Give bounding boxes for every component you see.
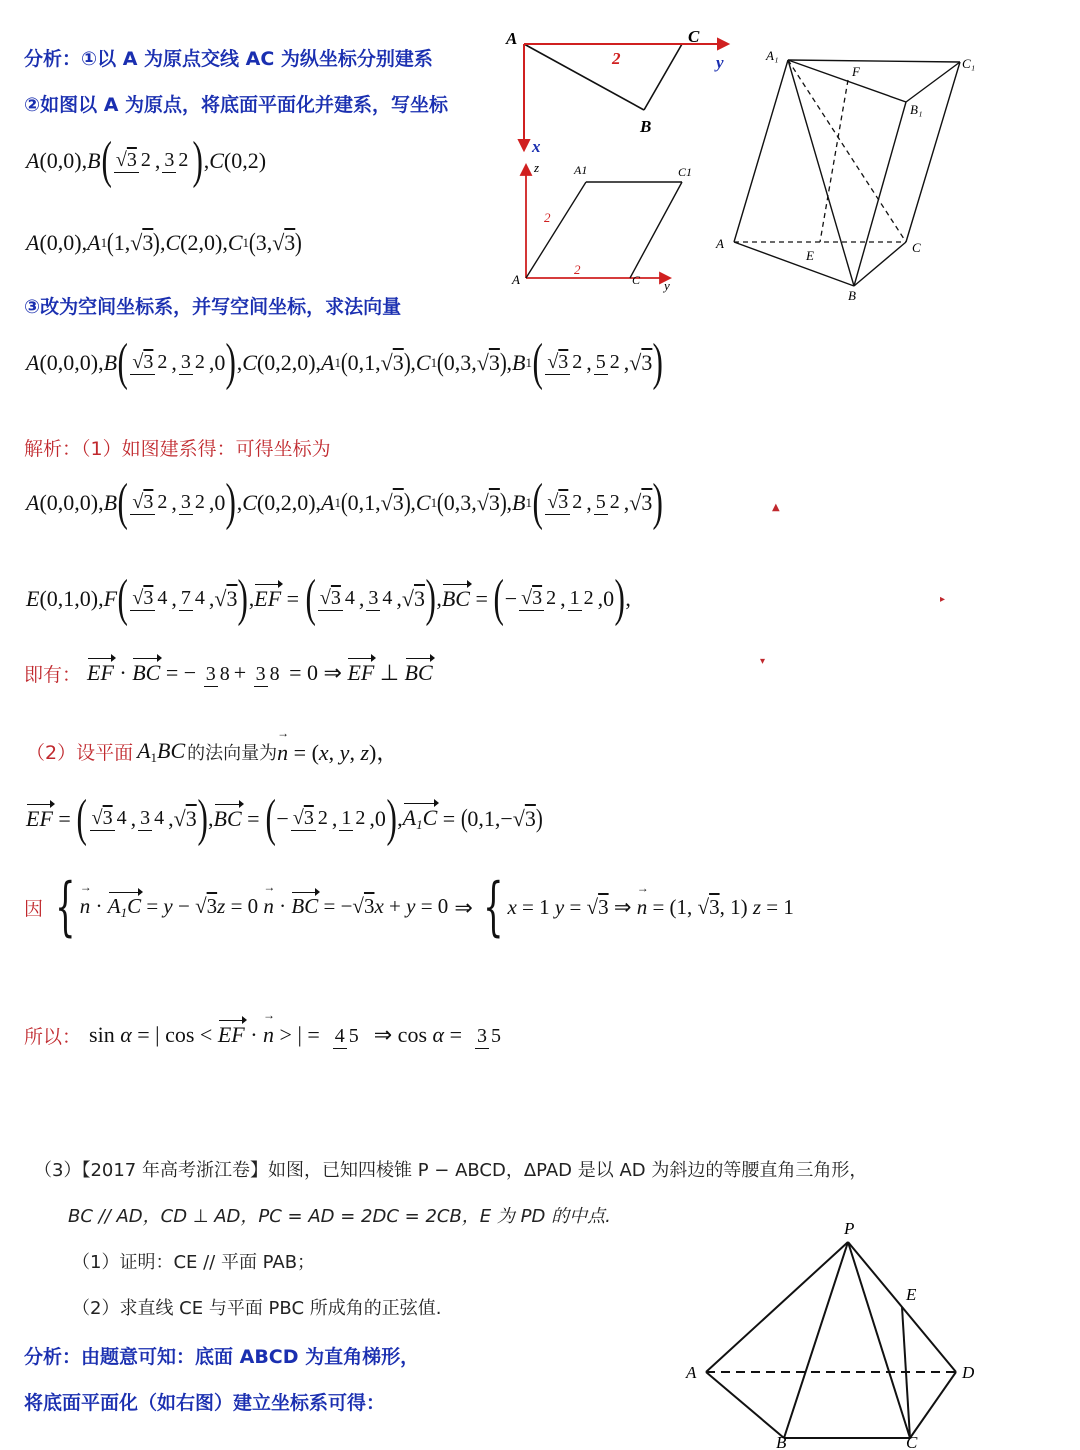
fig1-label-c: C — [688, 27, 700, 46]
fig3-edge-a1-c1 — [788, 60, 960, 62]
e-f-vectors-line: E (0,1,0), F ( √3 4 , 7 4 ,√3 ) , EF = ( √3 4 , 3 4 ,√3 ) , BC = ( − √3 2 , 1 2 ,0 ) , — [26, 570, 631, 627]
fig2-label-a1: A1 — [574, 163, 588, 177]
because-label: 因 — [24, 898, 44, 921]
fig1-label-y: y — [716, 53, 724, 72]
coords-3d-line-2: A (0,0,0), B ( √3 2 , 3 2 ,0 ) , C (0,2,0), A 1 ( 0,1,√3 ) , C 1 ( 0,3,√3 ) , B 1 ( √3 2 , 5 2 ,√3 ) — [26, 474, 664, 531]
perp-line: 即有： EF · BC = − 3 8 + 3 8 = 0 ⇒ EF ⊥ BC — [24, 660, 433, 686]
fig3-edge-b1-c1 — [906, 62, 960, 102]
fig3-edge-a1-a — [734, 60, 788, 242]
fig3-dashed-a1-c — [788, 60, 906, 242]
fig3-edge-c1-c — [906, 62, 960, 242]
result-line: 所以： sin α = | cos < EF · n → > | = 4 5 ⇒ cos α = 3 5 — [24, 1022, 505, 1049]
fig2-label-a: A — [512, 272, 520, 287]
coords-3d-line-1: A (0,0,0), B ( √3 2 , 3 2 ,0 ) , C (0,2,0), A 1 ( 0,1,√3 ) , C 1 ( 0,3,√3 ) , B 1 ( √3 2 , 5 2 ,√3 ) — [26, 334, 664, 391]
fig4-label-d: D — [962, 1363, 975, 1382]
fig4-label-b: B — [776, 1433, 787, 1448]
problem3-line-1: （3）【2017 年高考浙江卷】如图，已知四棱锥 P − ABCD，ΔPAD 是以 AD 为斜边的等腰直角三角形， — [34, 1160, 868, 1181]
coords-2d-line-2: A (0,0), A 1 ( 1,√3 ) , C (2,0), C 1 ( 3,√3 ) — [26, 228, 303, 257]
fig3-label-a: A — [716, 236, 724, 251]
fig3-edge-a1-b1 — [788, 60, 906, 102]
perp-label: 即有： — [24, 664, 82, 686]
fig2-edge-c1-c — [630, 182, 682, 278]
fig4-label-c: C — [906, 1433, 918, 1448]
figure-4-pyramid — [680, 1212, 990, 1448]
fig3-edge-b1-b — [854, 102, 906, 286]
fig3-edge-a-b — [734, 242, 854, 286]
fig3-line-a1-b — [788, 60, 854, 286]
problem3-line-2: BC // AD，CD ⊥ AD，PC = AD = 2DC = 2CB，E 为 PD 的中点. — [68, 1206, 611, 1227]
fig4-edge-a-b — [706, 1372, 784, 1438]
fig2-label-c1: C1 — [678, 165, 693, 179]
fig2-label-base: 2 — [574, 262, 581, 277]
analysis-line-3: ③改为空间坐标系，并写空间坐标，求法向量 — [24, 296, 402, 318]
red-marker: ▲ — [772, 502, 780, 513]
red-marker: ▸ — [940, 594, 946, 605]
fig3-label-b1: B₁ — [910, 102, 923, 117]
fig1-label-len: 2 — [612, 49, 621, 68]
fig4-label-e: E — [906, 1285, 917, 1304]
so-label: 所以： — [24, 1026, 82, 1048]
problem3-analysis-1: 分析：由题意可知：底面 ABCD 为直角梯形， — [24, 1346, 420, 1368]
analysis-line-1: 分析：①以 A 为原点交线 AC 为纵坐标分别建系 — [24, 48, 433, 70]
fig3-label-b: B — [848, 288, 856, 303]
solution-label: 解析：（1）如图建系得：可得坐标为 — [24, 438, 331, 460]
fig3-label-c: C — [912, 240, 921, 255]
fig3-label-a1: A₁ — [766, 48, 779, 63]
part2-line: （2）设平面 A1BC 的法向量为 n → = (x, y, z)， — [26, 736, 398, 767]
fig2-label-side: 2 — [544, 210, 551, 225]
fig1-label-x: x — [532, 137, 541, 156]
analysis-line-2: ②如图以 A 为原点，将底面平面化并建系，写坐标 — [24, 94, 449, 116]
problem3-q1: （1）证明：CE // 平面 PAB； — [72, 1252, 316, 1273]
fig4-edge-c-d — [910, 1372, 956, 1438]
coords-2d-line-1: A (0,0), B ( √3 2 , 3 2 ) , C (0,2) — [26, 132, 267, 189]
fig4-edge-p-c — [848, 1242, 910, 1438]
fig3-label-e: E — [806, 248, 814, 263]
figure-2-parallelogram — [506, 156, 706, 296]
vectors-line: EF = ( √3 4 , 3 4 ,√3 ) , BC = ( − √3 2 , 1 2 ,0 ) , A1C = ( 0,1,−√3 ) — [26, 790, 543, 847]
fig3-label-f: F — [852, 64, 860, 79]
problem3-q2: （2）求直线 CE 与平面 PBC 所成角的正弦值. — [72, 1298, 442, 1319]
fig3-edge-b-c — [854, 242, 906, 286]
normal-system: 因 { n → · A1C = y − √3z = 0 n → · BC = −√3x + y = 0 ⇒ { x = 1 y = √3 ⇒ n → = (1, √3, 1) z = 1 — [24, 882, 794, 933]
fig1-label-a: A — [506, 29, 518, 48]
part2-label: （2）设平面 — [26, 742, 134, 764]
fig4-label-p: P — [844, 1219, 855, 1238]
figure-3-prism — [710, 40, 990, 304]
red-marker: ▾ — [760, 656, 766, 667]
fig2-z-arrow — [521, 165, 531, 175]
fig4-label-a: A — [686, 1363, 697, 1382]
fig1-edge-ab — [524, 44, 644, 110]
figure-1-coordinate-sketch — [500, 24, 740, 164]
fig3-label-c1: C₁ — [962, 56, 976, 71]
fig1-edge-bc — [644, 44, 682, 110]
problem3-analysis-2: 将底面平面化（如右图）建立坐标系可得： — [24, 1392, 386, 1414]
fig2-label-c: C — [632, 273, 641, 287]
fig1-label-b: B — [640, 117, 652, 136]
fig2-label-z: z — [534, 160, 540, 175]
fig2-label-y: y — [664, 278, 670, 293]
part2-text: 的法向量为 — [187, 742, 278, 764]
fig1-x-arrow — [519, 140, 529, 150]
